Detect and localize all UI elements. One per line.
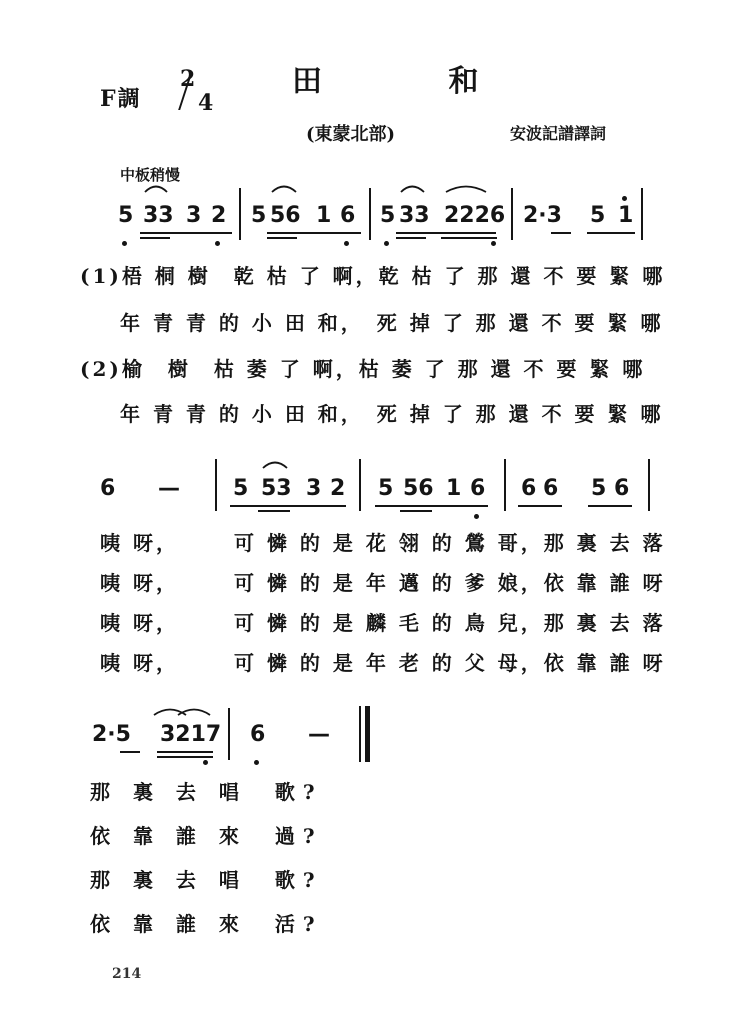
note: 2226: [444, 203, 506, 228]
note: 6: [543, 476, 559, 501]
lyric-line: 那 裏 去 唱 歌?: [90, 780, 323, 804]
eighth-underline: [588, 505, 632, 507]
high-octave-dot: [622, 196, 627, 201]
lyric-line: (2)榆 樹 枯 萎 了 啊，枯 萎 了 那 還 不 要 緊 哪: [80, 357, 646, 381]
low-octave-dot: [384, 241, 389, 246]
barline: [511, 188, 513, 240]
sixteenth-underline: [396, 237, 426, 239]
low-octave-dot: [203, 760, 208, 765]
note: 5: [591, 476, 607, 501]
barline: [228, 708, 230, 760]
eighth-underline: [587, 232, 635, 234]
eighth-underline: [267, 232, 361, 234]
note: 5: [118, 203, 134, 228]
slur: [401, 187, 424, 193]
key-signature: F調: [100, 86, 142, 112]
note: 3: [186, 203, 202, 228]
lyric-line: 可 憐 的 是 年 老 的 父 母，依 靠 誰 呀: [234, 651, 666, 675]
note: 1: [446, 476, 462, 501]
lyric-line: 年 青 青 的 小 田 和， 死 掉 了 那 還 不 要 緊 哪: [120, 402, 664, 426]
note: 2: [211, 203, 227, 228]
low-octave-dot: [254, 760, 259, 765]
eighth-underline: [551, 232, 571, 234]
barline: [239, 188, 241, 240]
eighth-underline: [120, 751, 140, 753]
note: 56: [403, 476, 434, 501]
low-octave-dot: [491, 241, 496, 246]
note: 6: [470, 476, 486, 501]
note: 3217: [160, 722, 222, 747]
barline: [648, 459, 650, 511]
lyric-line-start: 咦 呀，: [100, 651, 179, 675]
sixteenth-underline: [140, 237, 170, 239]
song-title: 田 和: [292, 64, 537, 99]
page-number: 214: [112, 966, 142, 982]
barline: [504, 459, 506, 511]
note: 5: [233, 476, 249, 501]
note: 2·5: [92, 722, 131, 747]
low-octave-dot: [215, 241, 220, 246]
lyric-line-start: 咦 呀，: [100, 611, 179, 635]
note: 1: [316, 203, 332, 228]
lyric-line: 可 憐 的 是 年 邁 的 爹 娘，依 靠 誰 呀: [234, 571, 666, 595]
barline: [369, 188, 371, 240]
sixteenth-underline: [441, 237, 497, 239]
slur: [178, 710, 210, 716]
note: 6: [100, 476, 116, 501]
barline: [215, 459, 217, 511]
barline: [641, 188, 643, 240]
slur: [446, 187, 486, 193]
lyric-line: 依 靠 誰 來 活?: [90, 912, 323, 936]
slur: [145, 187, 167, 193]
low-octave-dot: [474, 514, 479, 519]
song-credit: 安波記譜譯詞: [510, 124, 607, 143]
final-barline-thick: [365, 706, 370, 762]
eighth-underline: [230, 505, 346, 507]
eighth-underline: [518, 505, 562, 507]
slur: [272, 187, 296, 193]
eighth-underline: [157, 751, 213, 753]
time-signature-bottom: 4: [198, 90, 214, 116]
dash: —: [158, 476, 180, 501]
tempo-marking: 中板稍慢: [120, 166, 181, 184]
lyric-line: 依 靠 誰 來 過?: [90, 824, 323, 848]
note: 2·3: [523, 203, 562, 228]
dash: —: [308, 722, 330, 747]
note: 56: [270, 203, 301, 228]
eighth-underline: [140, 232, 232, 234]
note: 5: [590, 203, 606, 228]
slur: [263, 463, 287, 469]
note: 6: [340, 203, 356, 228]
note: 33: [143, 203, 174, 228]
lyric-line: 可 憐 的 是 麟 毛 的 鳥 兒，那 裏 去 落: [234, 611, 666, 635]
note: 5: [380, 203, 396, 228]
final-barline-thin: [359, 706, 361, 762]
note: 3: [306, 476, 322, 501]
lyric-line: 可 憐 的 是 花 翎 的 鶯 哥，那 裏 去 落: [234, 531, 666, 555]
time-signature-top: 2: [180, 66, 196, 92]
song-region: (東蒙北部): [306, 124, 396, 145]
lyric-line-start: 咦 呀，: [100, 531, 179, 555]
lyric-line: 那 裏 去 唱 歌?: [90, 868, 323, 892]
eighth-underline: [396, 232, 496, 234]
note: 2: [330, 476, 346, 501]
lyric-line-start: 咦 呀，: [100, 571, 179, 595]
note: 33: [399, 203, 430, 228]
lyric-line: 年 青 青 的 小 田 和， 死 掉 了 那 還 不 要 緊 哪: [120, 311, 664, 335]
sixteenth-underline: [258, 510, 290, 512]
note: 1: [618, 203, 634, 228]
sixteenth-underline: [267, 237, 297, 239]
low-octave-dot: [344, 241, 349, 246]
sixteenth-underline: [157, 756, 213, 758]
note: 53: [261, 476, 292, 501]
note: 5: [251, 203, 267, 228]
barline: [359, 459, 361, 511]
low-octave-dot: [122, 241, 127, 246]
lyric-line: (1)梧 桐 樹 乾 枯 了 啊，乾 枯 了 那 還 不 要 緊 哪: [80, 264, 666, 288]
note: 6: [614, 476, 630, 501]
eighth-underline: [375, 505, 488, 507]
note: 6: [250, 722, 266, 747]
note: 5: [378, 476, 394, 501]
note: 6: [521, 476, 537, 501]
sixteenth-underline: [400, 510, 432, 512]
